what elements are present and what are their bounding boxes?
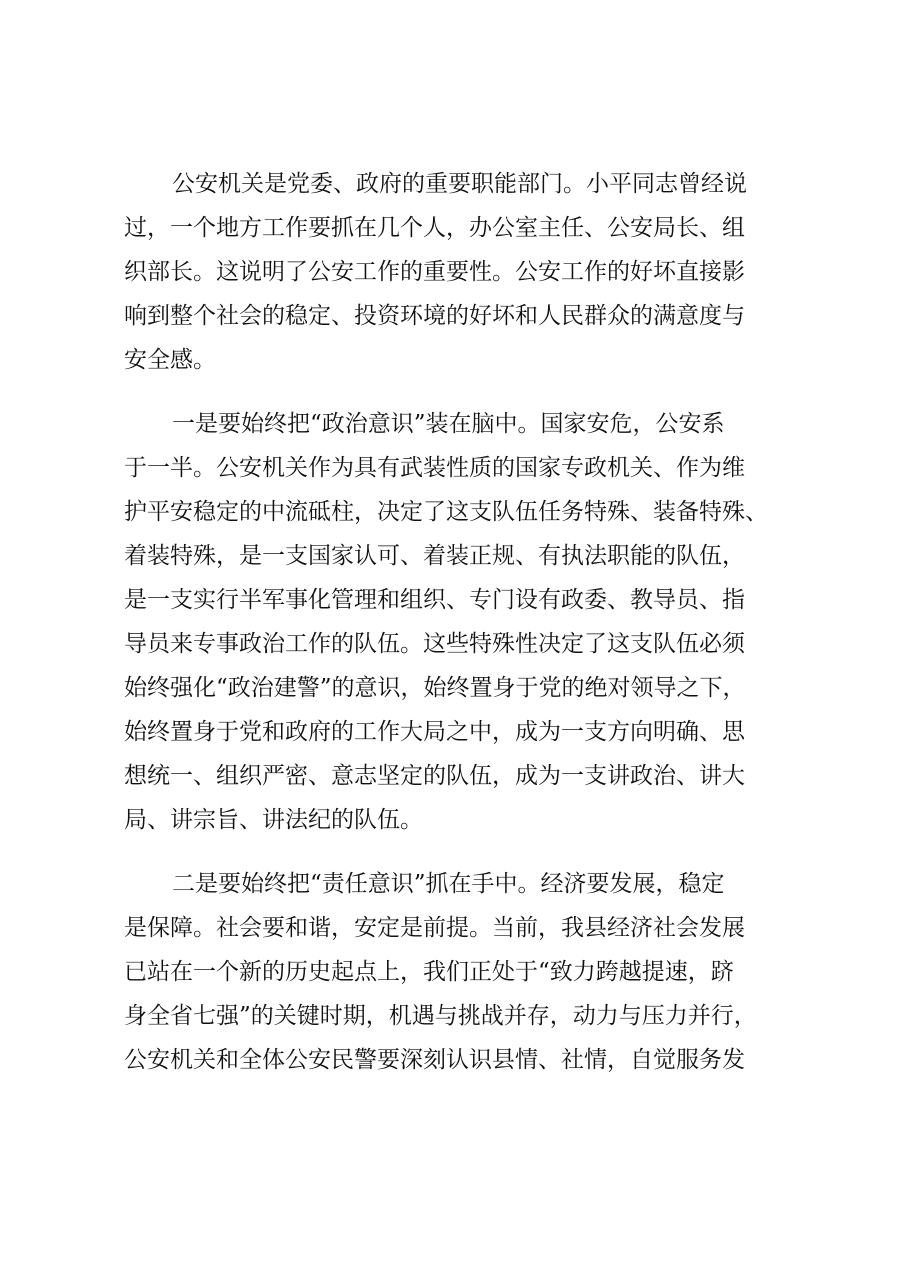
text-line: 护平安稳定的中流砥柱，决定了这支队伍任务特殊、装备特殊、 (124, 499, 768, 525)
text-line: 着装特殊，是一支国家认可、着装正规、有执法职能的队伍， (124, 543, 745, 569)
text-line: 始终强化“政治建警”的意识，始终置身于党的绝对领导之下， (124, 675, 746, 701)
text-line: 想统一、组织严密、意志坚定的队伍，成为一支讲政治、讲大 (124, 763, 745, 789)
text-line: 安全感。 (124, 347, 216, 373)
text-line: 织部长。这说明了公安工作的重要性。公安工作的好坏直接影 (124, 259, 745, 285)
text-line: 一是要始终把“政治意识”装在脑中。国家安危，公安系 (172, 411, 725, 437)
text-line: 于一半。公安机关作为具有武装性质的国家专政机关、作为维 (124, 455, 745, 481)
text-line: 始终置身于党和政府的工作大局之中，成为一支方向明确、思 (124, 719, 745, 745)
text-line: 公安机关是党委、政府的重要职能部门。小平同志曾经说 (172, 171, 747, 197)
text-line: 二是要始终把“责任意识”抓在手中。经济要发展，稳定 (172, 871, 725, 897)
text-line: 局、讲宗旨、讲法纪的队伍。 (124, 807, 423, 833)
text-line: 公安机关和全体公安民警要深刻认识县情、社情，自觉服务发 (124, 1047, 745, 1073)
text-line: 导员来专事政治工作的队伍。这些特殊性决定了这支队伍必须 (124, 631, 745, 657)
text-line: 是一支实行半军事化管理和组织、专门设有政委、教导员、指 (124, 587, 745, 613)
text-line: 是保障。社会要和谐，安定是前提。当前，我县经济社会发展 (124, 915, 745, 941)
text-line: 身全省七强”的关键时期，机遇与挑战并存，动力与压力并行， (124, 1003, 757, 1029)
text-line: 响到整个社会的稳定、投资环境的好坏和人民群众的满意度与 (124, 303, 745, 329)
text-line: 过，一个地方工作要抓在几个人，办公室主任、公安局长、组 (124, 215, 745, 241)
text-line: 已站在一个新的历史起点上，我们正处于“致力跨越提速，跻 (124, 959, 734, 985)
